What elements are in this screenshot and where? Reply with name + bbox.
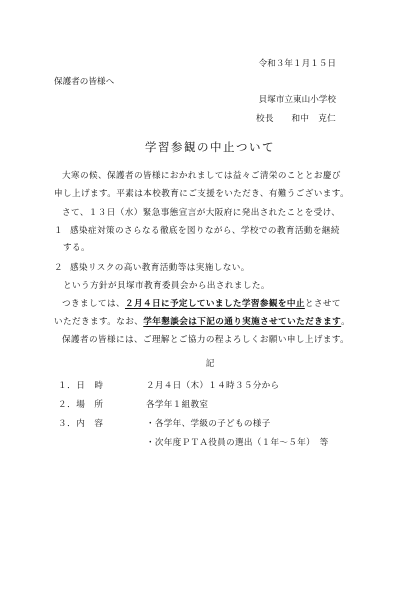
school-name: 貝塚市立東山小学校	[258, 95, 336, 105]
body-line-4: という方針が貝塚市教育委員会から出されました。	[63, 281, 270, 291]
detail-date-value: ２月４日（木）１４時３５分から	[146, 381, 280, 391]
list-item-1-number: １	[54, 226, 63, 236]
recipient-line: 保護者の皆様へ	[54, 77, 115, 87]
list-item-2-text: 感染リスクの高い教育活動等は実施しない。	[70, 263, 250, 273]
body-line-5-suffix: とさせて	[304, 299, 341, 309]
detail-content-label: ３．内 容	[58, 419, 104, 429]
list-item-2-number: ２	[54, 263, 63, 273]
detail-date-label: １．日 時	[58, 381, 104, 391]
detail-content-item-1: ・各学年、学級の子どもの様子	[146, 419, 271, 429]
ki-heading: 記	[205, 359, 215, 369]
cancellation-notice: ２月４日に予定していました学習参観を中止	[124, 299, 305, 309]
body-line-6	[54, 318, 350, 327]
detail-content-item-2: ・次年度ＰＴＡ役員の選出（１年〜５年） 等	[146, 438, 329, 448]
list-item-1-continued: する。	[63, 243, 90, 253]
body-line-3: さて、１３日（水）緊急事態宣言が大阪府に発出されたことを受け、	[62, 208, 341, 218]
body-line-7: 保護者の皆様には、ご理解とご協力の程よろしくお願い申し上げます。	[62, 335, 350, 345]
document-title: 学習参観の中止ついて	[145, 140, 275, 154]
detail-place-label: ２．場 所	[58, 400, 104, 410]
detail-place-value: 各学年１組教室	[146, 400, 209, 410]
body-line-1: 大寒の候、保護者の皆様におかれましては益々ご清栄のこととお慶び	[62, 171, 341, 181]
list-item-1-text: 感染症対策のさらなる徹底を図りながら、学校での教育活動を継続	[70, 226, 340, 236]
body-line-2: 申し上げます。平素は本校教育にご支援をいただき、有難うございます。	[54, 189, 350, 199]
principal-name: 校長 和中 克仁	[255, 114, 336, 124]
body-line-5-prefix: つきましては、	[62, 299, 125, 309]
body-line-6-suffix: 。	[341, 317, 351, 327]
body-line-6-prefix: いただきます。なお、	[54, 317, 144, 327]
date-line: 令和３年１月１５日	[258, 59, 336, 69]
conference-notice: 学年懇談会は下記の通り実施させていただきます	[143, 317, 342, 327]
body-line-5	[62, 300, 341, 309]
